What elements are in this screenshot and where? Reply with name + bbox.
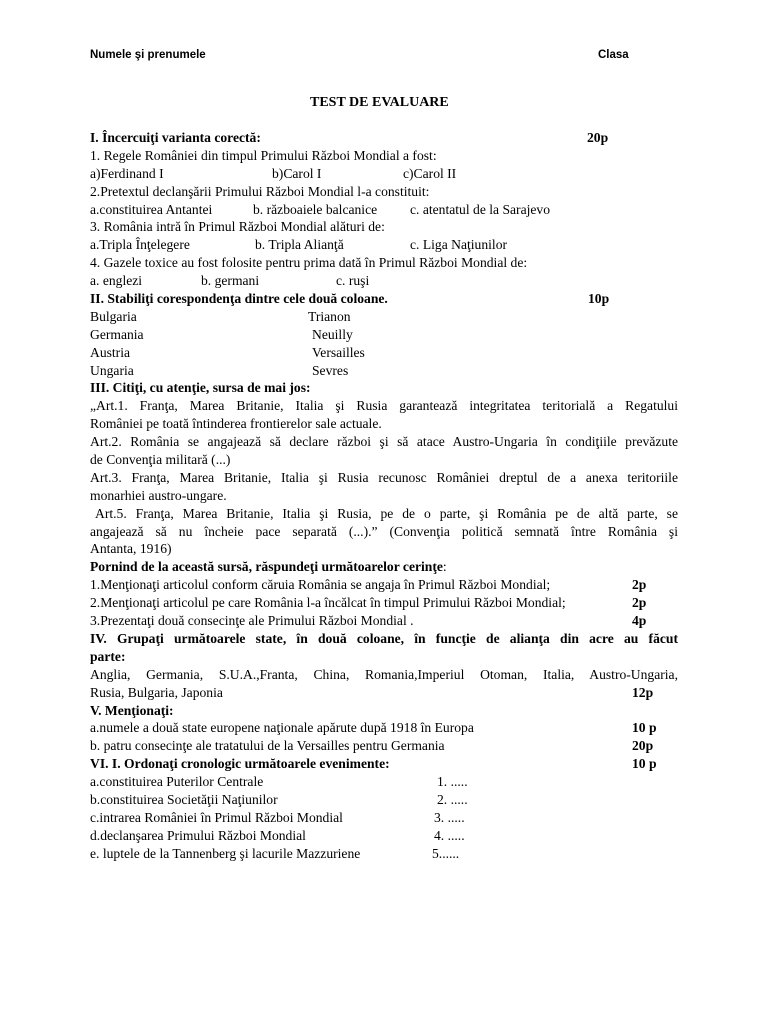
requirement-row [90,719,678,737]
option: c)Carol II [403,165,457,181]
class-label: Clasa [598,49,629,61]
source-line: angajează să nu încheie pace separată (...).” (Convenţia politică semnată între România şi [90,523,678,539]
option: b. germani [201,273,260,289]
section-2-points: 10p [588,291,610,307]
test-body [90,129,678,863]
option: c. Liga Naţiunilor [410,237,508,253]
states-list-cont: Rusia, Bulgaria, Japonia [90,684,223,700]
match-right: Sevres [312,362,349,378]
question-3: 3. România intră în Primul Război Mondial alături de: [90,219,385,235]
event: e. luptele de la Tannenberg şi lacurile Mazzuriene [90,845,361,861]
match-row [90,344,678,362]
match-row [90,308,678,326]
task-row [90,576,678,594]
task-heading-row [90,558,678,576]
event-row [90,809,678,827]
source-line: Art.5. Franţa, Marea Britanie, Italia şi Rusia, pe de o parte, şi România pe de altă parte, se [95,505,678,521]
requirement: b. patru consecinţe ale tratatului de la Versailles pentru Germania [90,738,445,754]
event-row [90,845,678,863]
source-line: „Art.1. Franţa, Marea Britanie, Italia şi Rusia garantează integritatea teritorială a Regatului [90,398,678,414]
option: b)Carol I [272,165,322,181]
event-row [90,773,678,791]
task-heading-colon: : [442,559,447,575]
question-2: 2.Pretextul declanşării Primului Război Mondial l-a constituit: [90,183,430,199]
option: a. englezi [90,273,143,289]
source-line: monarhiei austro-ungare. [90,487,227,503]
question-1: 1. Regele României din timpul Primului Război Mondial a fost: [90,147,437,163]
section-6-heading: VI. I. Ordonaţi cronologic următoarele evenimente: [90,756,390,772]
section-6-heading-row [90,755,678,773]
source-line: României pe toată întinderea frontierelor sale actuale. [90,416,382,432]
states-list: Anglia, Germania, S.U.A.,Franta, China, Romania,Imperiul Otoman, Italia, Austro-Ungaria, [90,666,678,682]
match-left: Austria [90,344,131,360]
task: 2.Menţionaţi articolul pe care România l-a încălcat în timpul Primului Război Mondial; [90,595,566,611]
task-heading: Pornind de la această sursă, răspundeţi următoarelor cerinţe [90,559,443,575]
match-left: Germania [90,326,144,342]
option: b. Tripla Alianţă [255,237,344,253]
order-slot: 4. ..... [434,827,465,843]
task-row [90,612,678,630]
task-points: 2p [632,595,647,611]
source-line: Art.2. România se angajează să declare război şi să atace Austro-Ungaria în condiţiile prevăzute [90,434,678,450]
option: a.Tripla Înţelegere [90,237,190,253]
section-4-heading-cont: parte: [90,648,126,664]
requirement: a.numele a două state europene naţionale apărute după 1918 în Europa [90,720,474,736]
question-1-options [90,165,678,183]
source-line: Art.3. Franţa, Marea Britanie, Italia şi Rusia recunosc României dreptul de a anexa teritoriile [90,469,678,485]
match-left: Bulgaria [90,308,137,324]
source-line: Antanta, 1916) [90,541,172,557]
match-right: Versailles [312,344,365,360]
question-2-options [90,201,678,219]
section-2-heading: II. Stabiliţi corespondenţa dintre cele două coloane. [90,291,388,307]
event-row [90,827,678,845]
section-1-points: 20p [587,130,609,145]
option: c. atentatul de la Sarajevo [410,201,551,217]
task-points: 2p [632,577,647,593]
requirement-points: 10 p [632,720,657,736]
order-slot: 2. ..... [437,791,468,807]
section-3-heading: III. Citiţi, cu atenţie, sursa de mai jos: [90,380,311,396]
match-row [90,326,678,344]
option: c. ruşi [336,273,370,289]
match-row [90,362,678,380]
order-slot: 3. ..... [434,809,465,825]
question-4-options [90,272,678,290]
requirement-row [90,737,678,755]
page-title: TEST DE EVALUARE [310,95,449,110]
task-row [90,594,678,612]
section-1-heading-row [90,129,678,147]
question-4: 4. Gazele toxice au fost folosite pentru prima dată în Primul Război Mondial de: [90,255,528,271]
event: b.constituirea Societăţii Naţiunilor [90,791,278,807]
task: 3.Prezentaţi două consecinţe ale Primului Război Mondial . [90,613,414,629]
question-3-options [90,236,678,254]
order-slot: 1. ..... [437,774,468,790]
option: a)Ferdinand I [90,165,164,181]
section-1-heading: I. Încercuiţi varianta corectă: [90,130,261,145]
option: a.constituirea Antantei [90,201,213,217]
section-4-points: 12p [632,684,654,700]
option: b. războaiele balcanice [253,201,378,217]
source-line: de Convenţia militară (...) [90,452,231,468]
event-row [90,791,678,809]
section-4-heading: IV. Grupaţi următoarele state, în două coloane, în funcţie de alianţa din acre au făcut [90,630,678,646]
task: 1.Menţionaţi articolul conform căruia România se angaja în Primul Război Mondial; [90,577,551,593]
states-list-row [90,684,678,702]
order-slot: 5...... [432,845,460,861]
task-points: 4p [632,613,647,629]
match-left: Ungaria [90,362,134,378]
event: d.declanşarea Primului Război Mondial [90,827,306,843]
name-label: Numele şi prenumele [90,49,206,61]
requirement-points: 20p [632,738,654,754]
event: c.intrarea României în Primul Război Mondial [90,809,343,825]
match-right: Neuilly [312,326,353,342]
section-5-heading: V. Menţionaţi: [90,702,174,718]
event: a.constituirea Puterilor Centrale [90,774,264,790]
section-6-points: 10 p [632,756,657,772]
match-right: Trianon [308,308,351,324]
section-2-heading-row [90,290,678,308]
